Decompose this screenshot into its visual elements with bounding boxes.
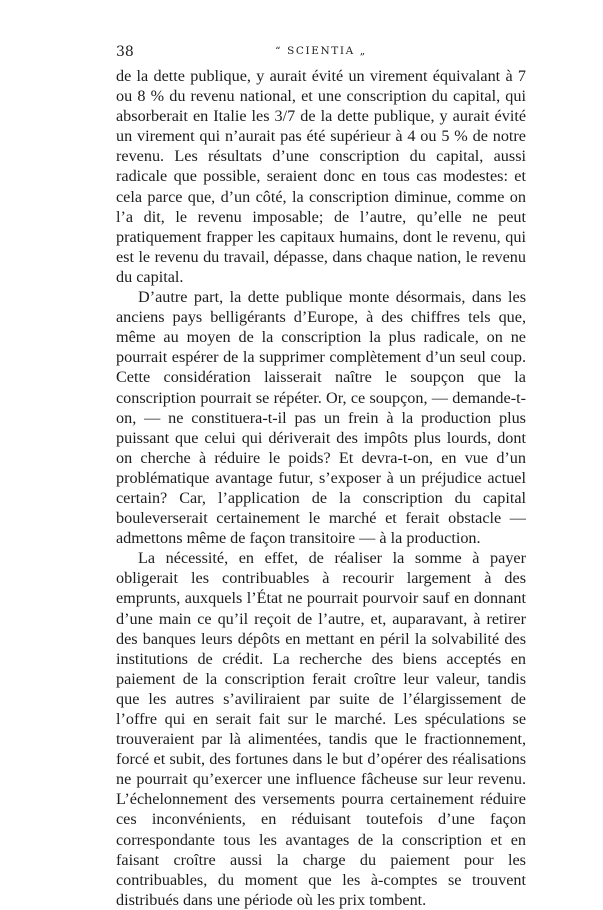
body-text: [116, 66, 526, 910]
journal-title: “ SCIENTIA „: [275, 45, 367, 57]
paragraph: D’autre part, la dette publique monte désormais, dans les anciens pays belligérants d’Europe, à des chiffres tels que, même au moyen de la conscription la plus radicale, on ne pourrait espérer de la supprimer complètement d’un seul coup. Cette considération laisserait naître le soupçon que la conscription pourrait se répéter. Or, ce soupçon, — demande-t-on, — ne constituera-t-il pas un frein à la production plus puissant que celui qui dériverait des impôts plus lourds, dont on cherche à réduire le poids? Et devra-t-on, en vue d’un problématique avantage futur, s’exposer à un préjudice actuel certain? Car, l’application de la conscription du capital bouleverserait certainement le marché et ferait obstacle — admettons même de façon transitoire — à la production.: [116, 288, 526, 548]
book-page: [116, 44, 526, 910]
page-number: 38: [116, 44, 134, 60]
paragraph-continued: de la dette publique, y aurait évité un virement équivalant à 7 ou 8 % du revenu national, et une conscription du capital, qui absorberait en Italie les 3/7 de la dette publique, y aurait évité un virement qui n’aurait pas été supérieur à 4 ou 5 % de notre revenu. Les résultats d’une conscription du capital, aussi radicale que possible, seraient donc en tous cas modestes: et cela parce que, d’un côté, la conscription diminue, comme on l’a dit, le revenu imposable; de l’autre, qu’elle ne peut pratiquement frapper les capitaux humains, dont le revenu, qui est le revenu du travail, dépasse, dans chaque nation, le revenu du capital.: [116, 67, 526, 286]
paragraph: La nécessité, en effet, de réaliser la somme à payer obligerait les contribuables à recourir largement à des emprunts, auxquels l’État ne pourrait pourvoir sauf en donnant d’une main ce qu’il reçoit de l’autre, et, auparavant, à retirer des banques leurs dépôts en mettant en péril la solvabilité des institutions de crédit. La recherche des biens acceptés en paiement de la conscription ferait croître leur valeur, tandis que les autres s’aviliraient par suite de l’élargissement de l’offre qui en serait fait sur le marché. Les spéculations se trouveraient par là alimentées, tandis que le fractionnement, forcé et subit, des fortunes dans le but d’opérer des réalisations ne pourrait qu’exercer une influence fâcheuse sur leur revenu. L’échelonnement des versements pourra certainement réduire ces inconvénients, en réduisant toutefois d’une façon correspondante tous les avantages de la conscription et en faisant croître aussi la charge du paiement pour les contribuables, du moment que les à-comptes se trouvent distribués dans une période où les prix tombent.: [116, 549, 526, 909]
running-head: [116, 44, 526, 66]
